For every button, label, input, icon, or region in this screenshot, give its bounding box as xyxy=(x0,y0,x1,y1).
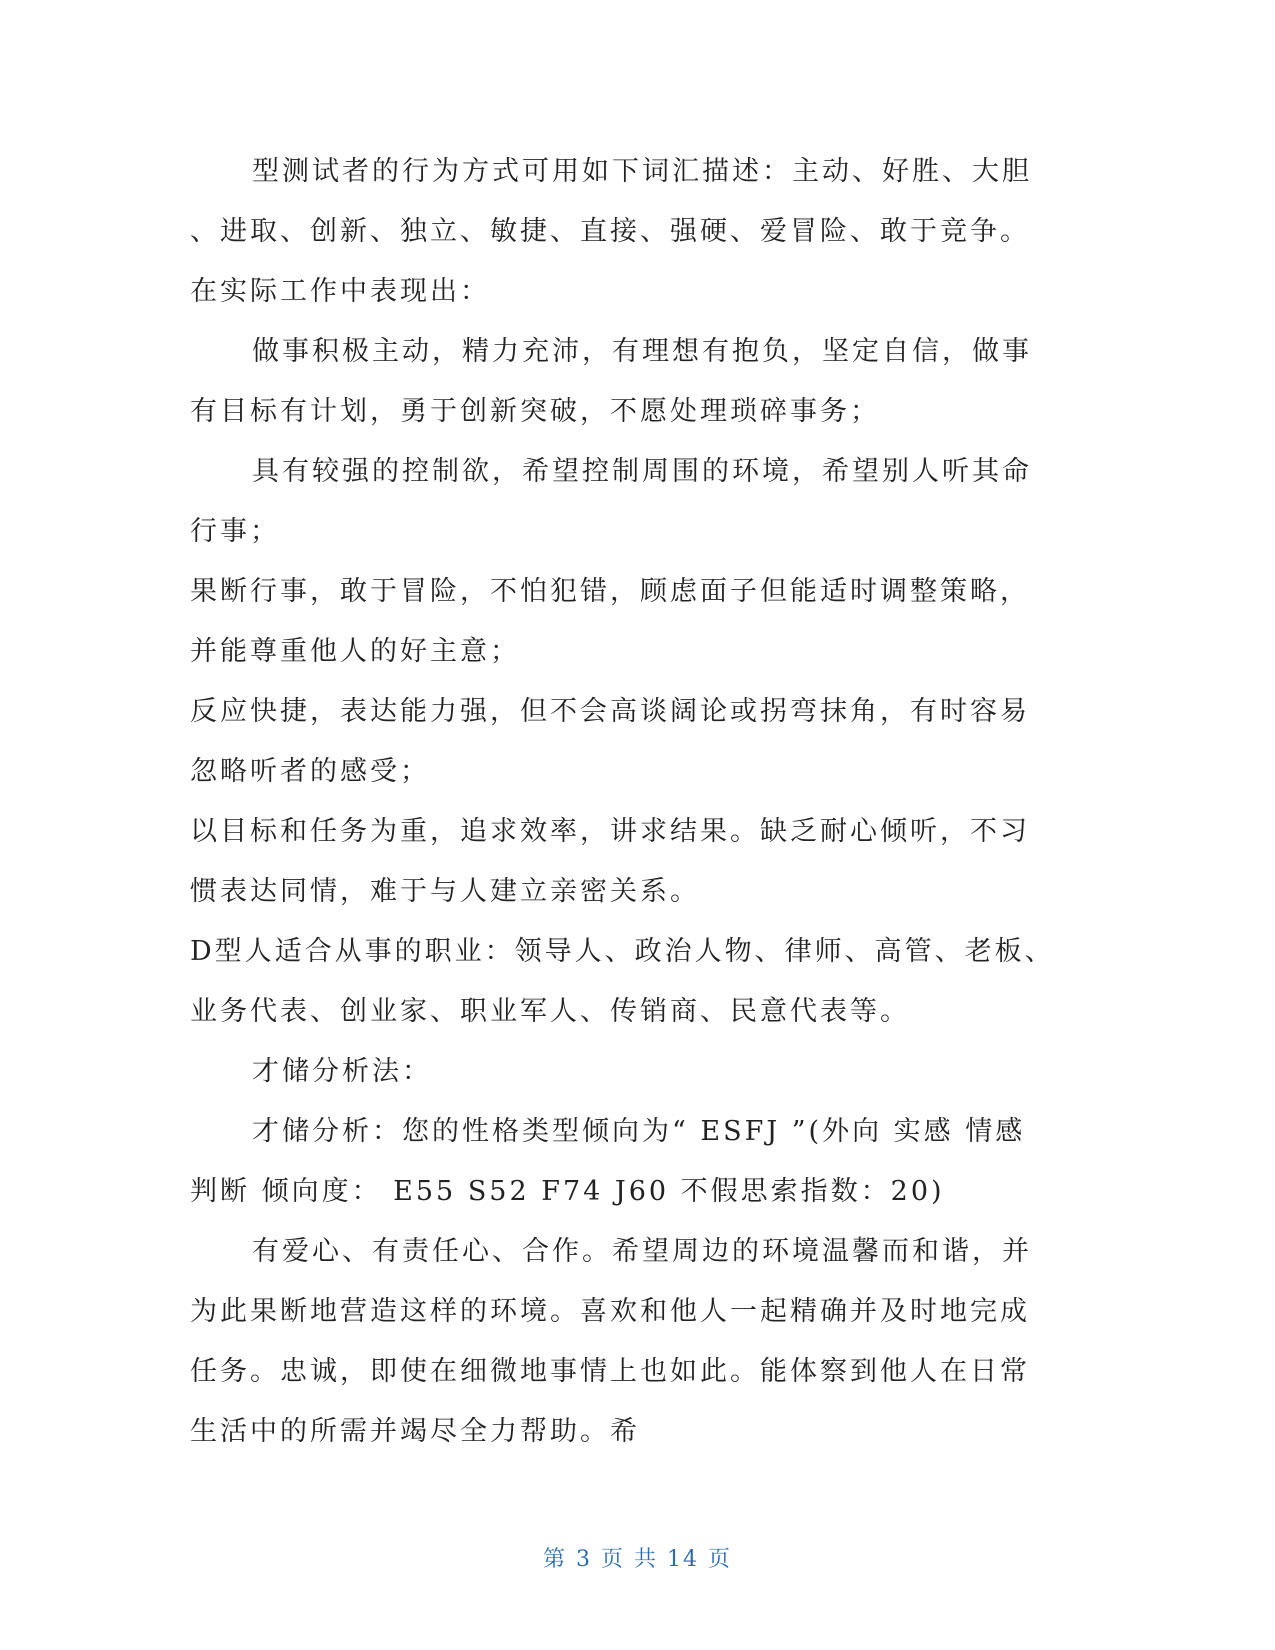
text-line: 行事； xyxy=(190,516,280,547)
text-line: 在实际工作中表现出： xyxy=(190,276,490,307)
text-line: 做事积极主动，精力充沛，有理想有抱负，坚定自信，做事 xyxy=(252,336,1032,367)
text-line: 有目标有计划，勇于创新突破，不愿处理琐碎事务； xyxy=(190,396,880,427)
text-line: 并能尊重他人的好主意； xyxy=(190,636,520,667)
text-line: 果断行事，敢于冒险，不怕犯错，顾虑面子但能适时调整策略， xyxy=(190,576,1030,607)
text-line: 反应快捷，表达能力强，但不会高谈阔论或拐弯抹角，有时容易 xyxy=(190,696,1030,727)
text-line: 才储分析：您的性格类型倾向为“ ESFJ ”(外向 实感 情感 xyxy=(252,1116,1026,1147)
text-line: 、进取、创新、独立、敏捷、直接、强硬、爱冒险、敢于竞争。 xyxy=(190,216,1030,247)
text-line: 型测试者的行为方式可用如下词汇描述：主动、好胜、大胆 xyxy=(252,156,1032,187)
text-line: 以目标和任务为重，追求效率，讲求结果。缺乏耐心倾听，不习 xyxy=(190,816,1030,847)
text-line: 任务。忠诚，即使在细微地事情上也如此。能体察到他人在日常 xyxy=(190,1356,1030,1387)
body-text xyxy=(190,142,1090,1462)
text-line: 忽略听者的感受； xyxy=(190,756,430,787)
text-line: 具有较强的控制欲，希望控制周围的环境，希望别人听其命 xyxy=(252,456,1032,487)
text-line: 判断 倾向度： E55 S52 F74 J60 不假思索指数：20) xyxy=(190,1176,945,1207)
page-number-footer: 第 3 页 共 14 页 xyxy=(543,1547,732,1572)
text-line: 生活中的所需并竭尽全力帮助。希 xyxy=(190,1416,640,1447)
text-line: 业务代表、创业家、职业军人、传销商、民意代表等。 xyxy=(190,996,910,1027)
text-line: 有爱心、有责任心、合作。希望周边的环境温馨而和谐，并 xyxy=(252,1236,1032,1267)
text-line: 惯表达同情，难于与人建立亲密关系。 xyxy=(190,876,700,907)
text-line: D型人适合从事的职业：领导人、政治人物、律师、高管、老板、 xyxy=(190,936,1055,967)
section-heading: 才储分析法： xyxy=(252,1056,432,1087)
text-line: 为此果断地营造这样的环境。喜欢和他人一起精确并及时地完成 xyxy=(190,1296,1030,1327)
